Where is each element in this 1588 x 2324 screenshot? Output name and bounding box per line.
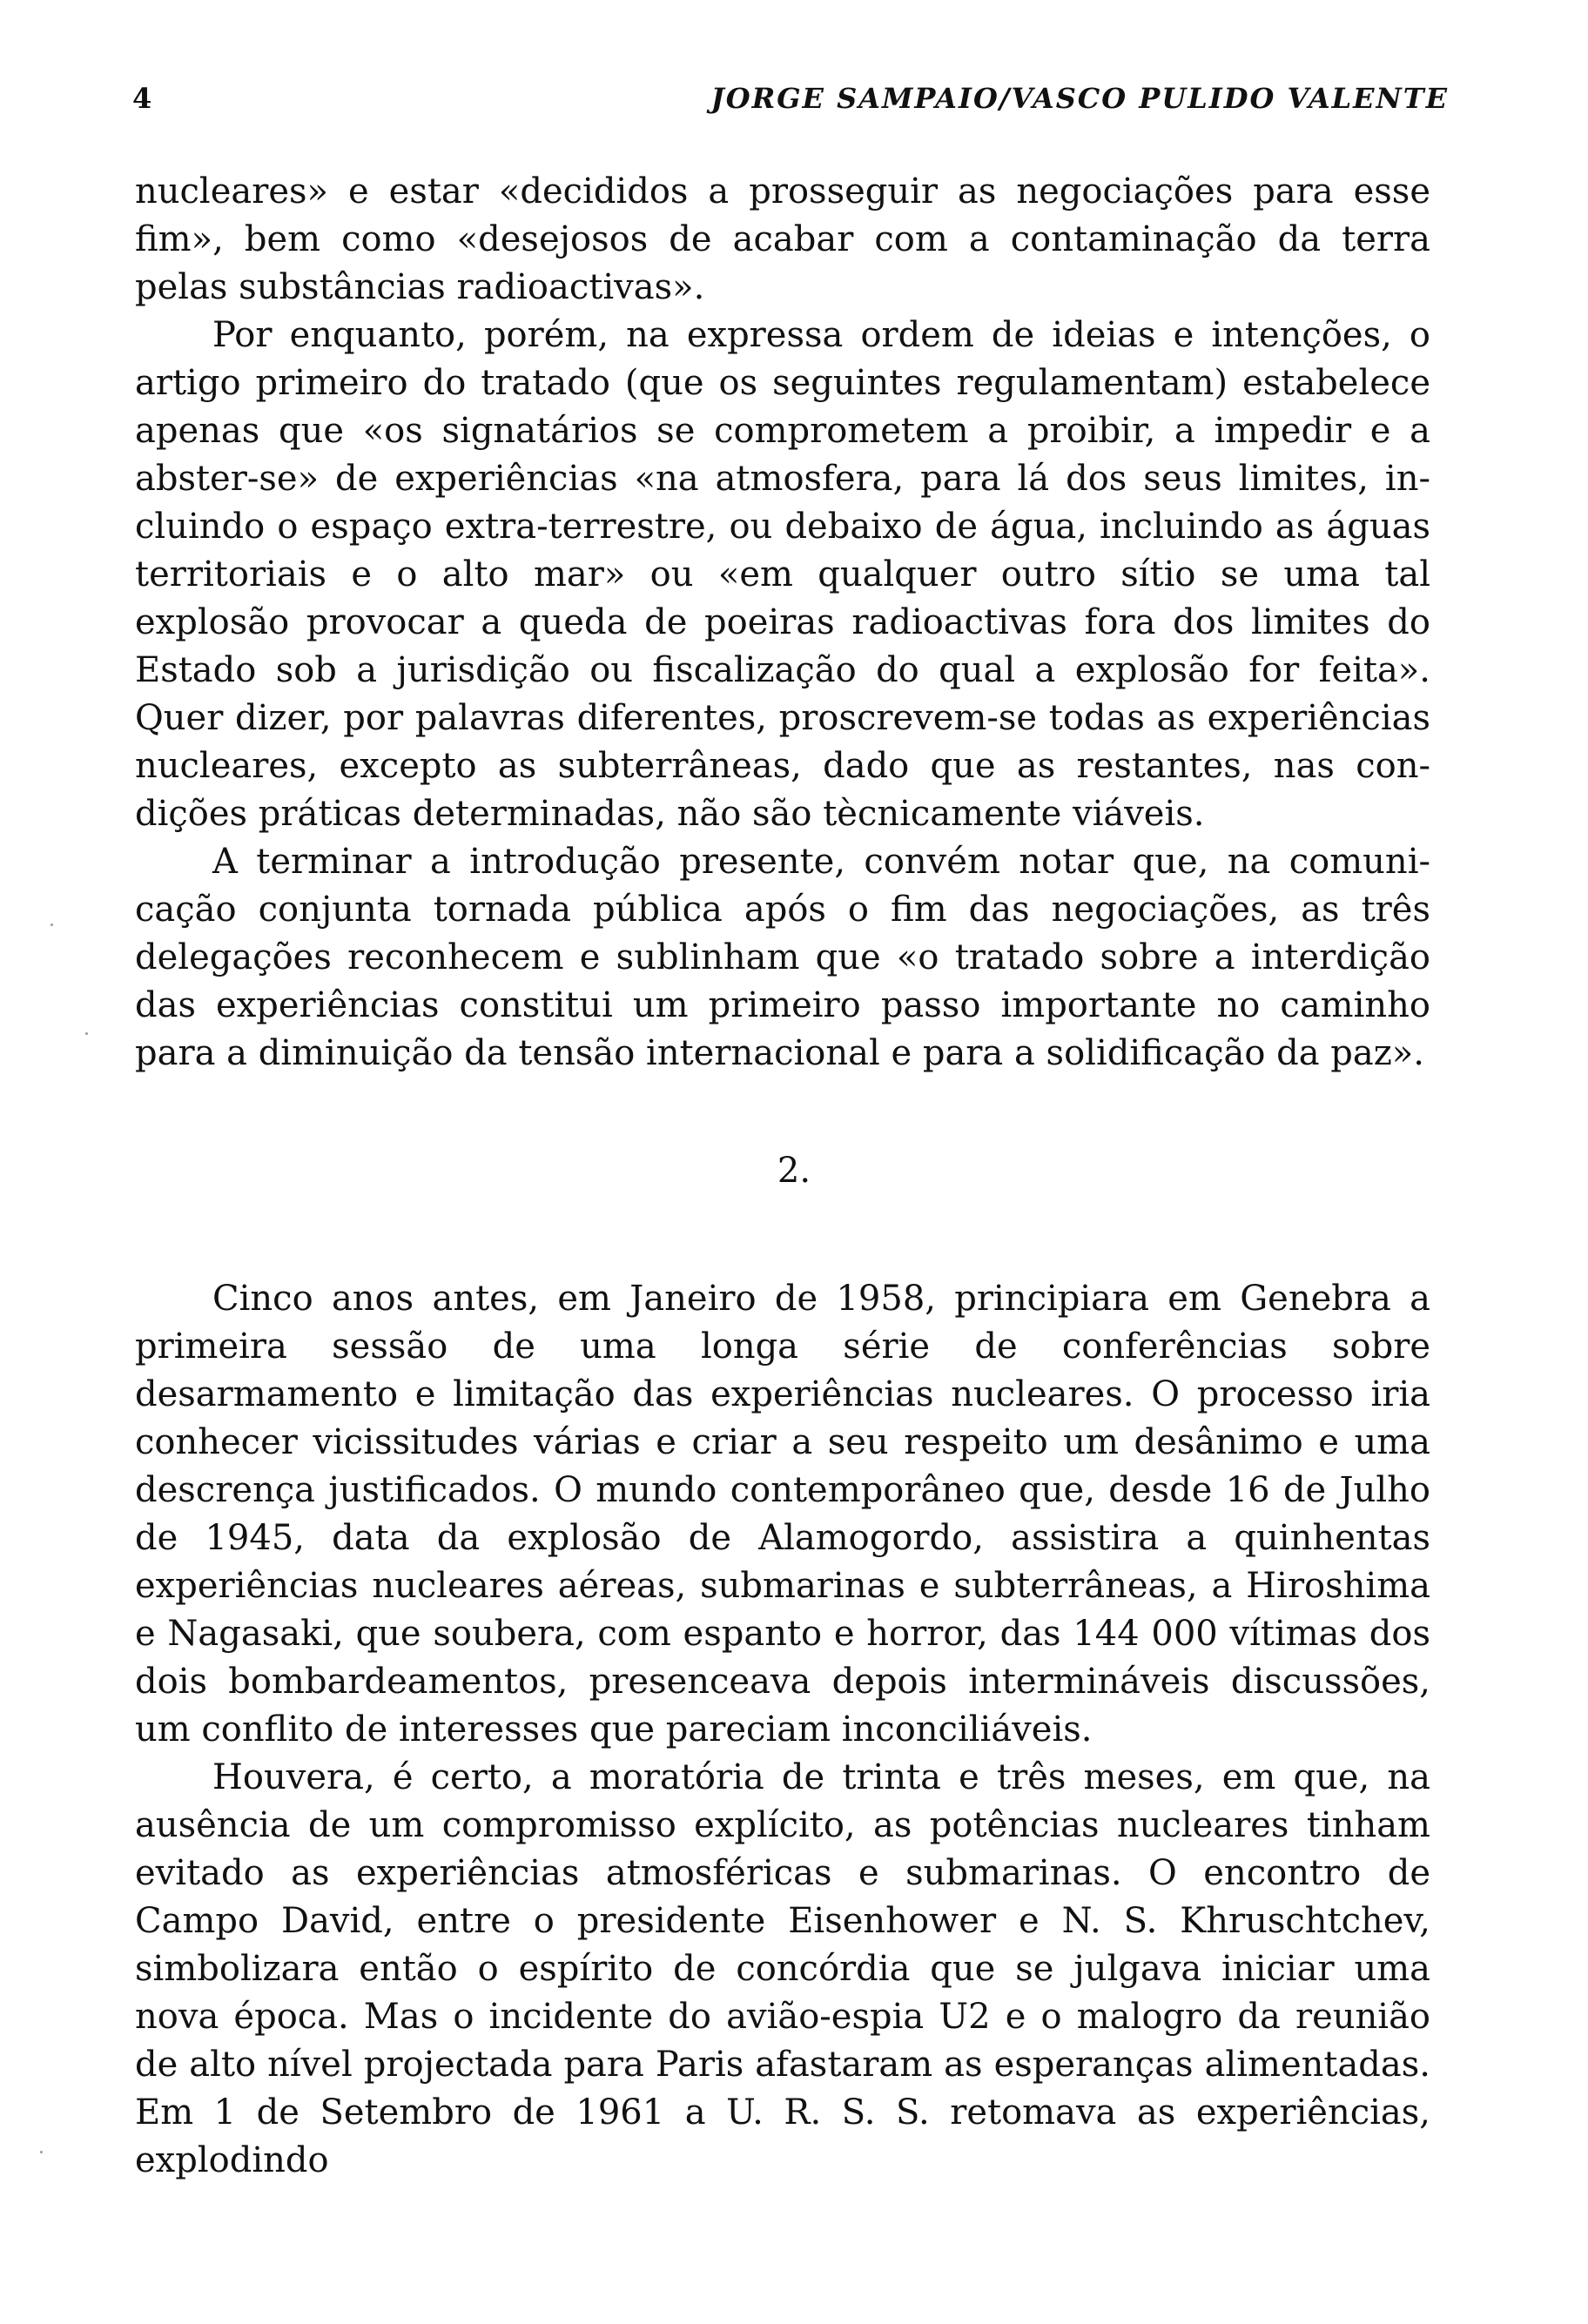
section-heading: 2. <box>777 1151 811 1191</box>
paper-speck <box>50 924 53 926</box>
paper-speck <box>40 2151 43 2153</box>
section-two-text <box>135 1275 1430 2185</box>
paragraph: Cinco anos antes, em Janeiro de 1958, principiara em Genebra a primeira sessão de uma longa série de conferências sobre desarmamento e limitação das experiências nucleares. O processo iria conhecer vicissitudes várias e criar a seu respeito um desânimo e uma descrença justificados. O mundo contemporâneo que, desde 16 de Julho de 1945, data da explosão de Alamogordo, assistira a quinhentas experiências nucleares aéreas, submarinas e subterrâneas, a Hiroshima e Nagasaki, que soubera, com espanto e horror, das 144 000 vítimas dos dois bombardeamentos, presenceava depois intermináveis discussões, um conflito de interesses que pareciam inconciliáveis. <box>135 1279 1430 1750</box>
paragraph: Por enquanto, porém, na expressa ordem de ideias e intenções, o artigo primeiro do tratado (que os seguintes regulamentam) estabelece apenas que «os signatários se comprometem a proibir, a impedir e a abster-se» de experiências «na atmosfera, para lá dos seus limites, incluindo o espaço extra-terrestre, ou debaixo de água, incluindo as águas territoriais e o alto mar» ou «em qualquer outro sítio se uma tal explosão provocar a queda de poeiras radioactivas fora dos limites do Estado sob a jurisdição ou fiscalização do qual a explosão for feita». Quer dizer, por palavras diferentes, proscrevem-se todas as experiências nucleares, excepto as subterrâneas, dado que as restantes, nas condições práticas determinadas, não são tècnicamente viáveis. <box>135 315 1430 834</box>
running-header <box>132 77 1449 120</box>
section-one-text <box>135 168 1430 1078</box>
page-number: 4 <box>132 82 152 115</box>
paragraph: A terminar a introdução presente, convém notar que, na comunicação conjunta tornada pública após o fim das negociações, as três delegações reconhecem e sublinham que «o tratado sobre a interdição das experiências constitui um primeiro passo importante no caminho para a diminuição da tensão internacional e para a solidificação da paz». <box>135 842 1430 1073</box>
running-title: JORGE SAMPAIO/VASCO PULIDO VALENTE <box>710 82 1449 115</box>
paper-speck <box>85 1032 88 1035</box>
paragraph: nucleares» e estar «decididos a prosseguir as negociações para esse fim», bem como «desejosos de acabar com a contaminação da terra pelas substâncias radioactivas». <box>135 171 1430 307</box>
paragraph: Houvera, é certo, a moratória de trinta e três meses, em que, na ausência de um compromisso explícito, as potências nucleares tinham evitado as experiências atmosféricas e submarinas. O encontro de Campo David, entre o presidente Eisenhower e N. S. Khruschtchev, simbolizara então o espírito de concórdia que se julgava iniciar uma nova época. Mas o incidente do avião-espia U2 e o malogro da reunião de alto nível projectada para Paris afastaram as esperanças alimentadas. Em 1 de Setembro de 1961 a U. R. S. S. retomava as experiências, explodindo <box>135 1757 1430 2180</box>
